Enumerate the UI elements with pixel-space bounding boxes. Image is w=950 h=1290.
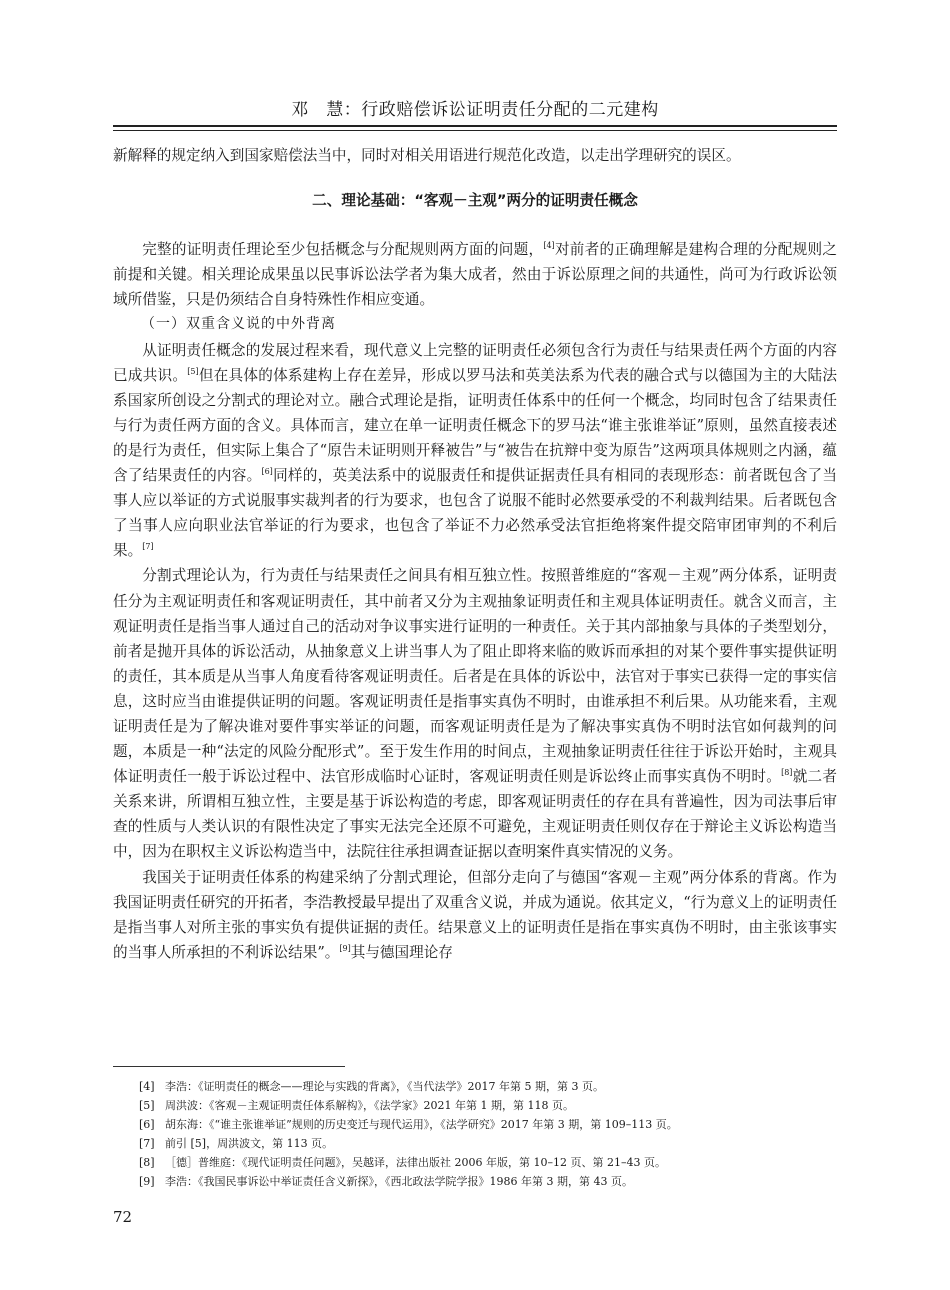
running-head: 邓 慧：行政赔偿诉讼证明责任分配的二元建构 bbox=[291, 100, 659, 120]
footnote-mark: [6] bbox=[139, 1118, 155, 1131]
paragraph-3 bbox=[113, 563, 837, 864]
page bbox=[113, 0, 837, 1290]
footnotes bbox=[139, 1077, 837, 1191]
footnote-mark: [7] bbox=[139, 1137, 155, 1150]
footnote-ref-6[interactable]: [6] bbox=[261, 467, 273, 477]
paragraph-4-text-b: 其与德国理论存 bbox=[350, 943, 453, 961]
paragraph-3-text-b: 就二者关系来讲，所谓相互独立性，主要是基于诉讼构造的考虑，即客观证明责任的存在具有普遍性，因为司法事后审查的性质与人类认识的有限性决定了事实无法完全还原不可避免，主观证明责任则仅存在于辩论主义诉讼构造当中，因为在职权主义诉讼构造当中，法院往往承担调查证据以查明案件真实情况的义务。 bbox=[113, 768, 837, 861]
footnote bbox=[139, 1096, 837, 1115]
footnote bbox=[139, 1077, 837, 1096]
footnote-text: ［德］普维庭：《现代证明责任问题》，吴越译，法律出版社 2006 年版，第 10–12 页、第 21–43 页。 bbox=[165, 1156, 666, 1169]
footnote-mark: [8] bbox=[139, 1156, 155, 1169]
intro-line: 新解释的规定纳入到国家赔偿法当中，同时对相关用语进行规范化改造，以走出学理研究的误区。 bbox=[113, 147, 741, 164]
footnote-ref-7[interactable]: [7] bbox=[142, 542, 154, 552]
footnote-rule bbox=[113, 1066, 345, 1067]
footnote-text: 胡东海：《“谁主张谁举证”规则的历史变迁与现代运用》，《法学研究》2017 年第 3 期，第 109–113 页。 bbox=[165, 1118, 678, 1131]
footnote-text: 周洪波：《客观－主观证明责任体系解构》，《法学家》2021 年第 1 期，第 118 页。 bbox=[165, 1099, 574, 1112]
header-rule-thick bbox=[113, 125, 837, 127]
footnote-mark: [9] bbox=[139, 1175, 155, 1188]
footnote-mark: [5] bbox=[139, 1099, 155, 1112]
body-text bbox=[113, 143, 837, 965]
paragraph-2-text-b: 但在具体的体系建构上存在差异，形成以罗马法和英美法系为代表的融合式与以德国为主的大陆法系国家所创设之分割式的理论对立。融合式理论是指，证明责任体系中的任何一个概念，均同时包含了结果责任与行为责任两方面的含义。具体而言，建立在单一证明责任概念下的罗马法“谁主张谁举证”原则，虽然直接表述的是行为责任，但实际上集合了“原告未证明则开释被告”与“被告在抗辩中变为原告”这两项具体规则之内涵，蕴含了结果责任的内容。 bbox=[113, 366, 837, 485]
sub-heading: （一）双重含义说的中外背离 bbox=[141, 316, 336, 333]
paragraph-1-text-a: 完整的证明责任理论至少包括概念与分配规则两方面的问题， bbox=[142, 241, 544, 259]
header-rule-thin bbox=[113, 130, 837, 131]
footnote-ref-8[interactable]: [8] bbox=[781, 768, 793, 778]
footnote bbox=[139, 1153, 837, 1172]
paragraph-2 bbox=[113, 338, 837, 564]
footnote-mark: [4] bbox=[139, 1080, 155, 1093]
footnote bbox=[139, 1134, 837, 1153]
footnote-text: 前引 [5]，周洪波文，第 113 页。 bbox=[165, 1137, 334, 1150]
footnote-ref-9[interactable]: [9] bbox=[339, 943, 351, 953]
footnote-text: 李浩：《我国民事诉讼中举证责任含义新探》，《西北政法学院学报》1986 年第 3 期，第 43 页。 bbox=[165, 1175, 633, 1188]
section-heading: 二、理论基础：“客观－主观”两分的证明责任概念 bbox=[312, 192, 638, 210]
paragraph-2-text-a: 从证明责任概念的发展过程来看，现代意义上完整的证明责任必须包含行为责任与结果责任两个方面的内容已成共识。 bbox=[113, 341, 837, 384]
footnote-ref-5[interactable]: [5] bbox=[187, 366, 199, 376]
footnote bbox=[139, 1172, 837, 1191]
paragraph-1-text-b: 对前者的正确理解是建构合理的分配规则之前提和关键。相关理论成果虽以民事诉讼法学者为集大成者，然由于诉讼原理之间的共通性，尚可为行政诉讼领域所借鉴，只是仍须结合自身特殊性作相应变通。 bbox=[113, 241, 837, 309]
footnote-text: 李浩：《证明责任的概念——理论与实践的背离》，《当代法学》2017 年第 5 期，第 3 页。 bbox=[165, 1080, 604, 1093]
page-number: 72 bbox=[113, 1208, 133, 1226]
paragraph-4 bbox=[113, 865, 837, 965]
paragraph-4-text-a: 我国关于证明责任体系的构建采纳了分割式理论，但部分走向了与德国“客观－主观”两分体系的背离。作为我国证明责任研究的开拓者，李浩教授最早提出了双重含义说，并成为通说。依其定义，“行为意义上的证明责任是指当事人对所主张的事实负有提供证据的责任。结果意义上的证明责任是指在事实真伪不明时，由主张该事实的当事人所承担的不利诉讼结果”。 bbox=[113, 868, 837, 961]
paragraph-3-text-a: 分割式理论认为，行为责任与结果责任之间具有相互独立性。按照普维庭的“客观－主观”两分体系，证明责任分为主观证明责任和客观证明责任，其中前者又分为主观抽象证明责任和主观具体证明责任。就含义而言，主观证明责任是指当事人通过自己的活动对争议事实进行证明的一种责任。关于其内部抽象与具体的子类型划分，前者是抛开具体的诉讼活动，从抽象意义上讲当事人为了阻止即将来临的败诉而承担的对某个要件事实提供证明的责任，其本质是从当事人角度看待客观证明责任。后者是在具体的诉讼中，法官对于事实已获得一定的事实信息，这时应当由谁提供证明的问题。客观证明责任是指事实真伪不明时，由谁承担不利后果。从功能来看，主观证明责任是为了解决谁对要件事实举证的问题，而客观证明责任是为了解决事实真伪不明时法官如何裁判的问题，本质是一种“法定的风险分配形式”。至于发生作用的时间点，主观抽象证明责任往往于诉讼开始时，主观具体证明责任一般于诉讼过程中、法官形成临时心证时，客观证明责任则是诉讼终止而事实真伪不明时。 bbox=[113, 567, 837, 786]
paragraph-2-text-c: 同样的，英美法系中的说服责任和提供证据责任具有相同的表现形态：前者既包含了当事人应以举证的方式说服事实裁判者的行为要求，也包含了说服不能时必然要承受的不利裁判结果。后者既包含了当事人应向职业法官举证的行为要求，也包含了举证不力必然承受法官拒绝将案件提交陪审团审判的不利后果。 bbox=[113, 467, 837, 560]
paragraph-1 bbox=[113, 237, 837, 312]
footnote bbox=[139, 1115, 837, 1134]
footnote-ref-4[interactable]: [4] bbox=[543, 241, 555, 251]
